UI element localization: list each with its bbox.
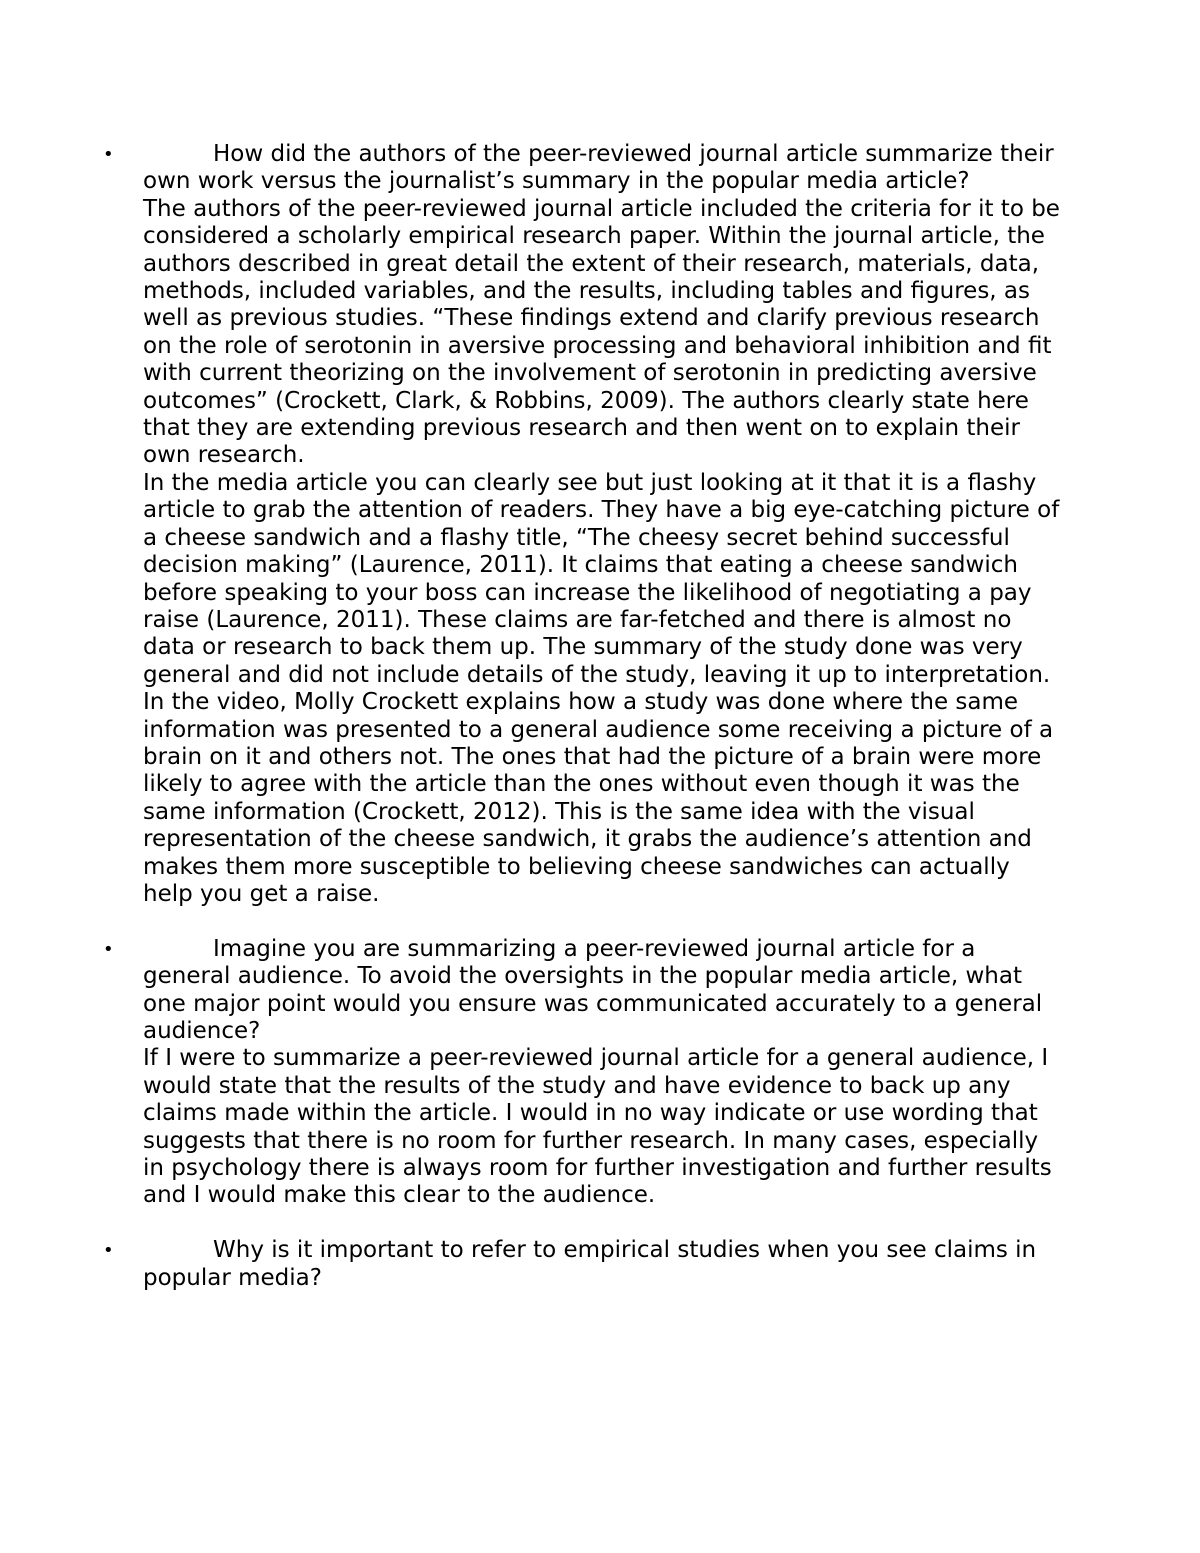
- list-item-question-3: [100, 1237, 1060, 1292]
- question-3-text: Why is it important to refer to empirical studies when you see claims in popular media?: [143, 1237, 1037, 1291]
- answer-1-paragraph-1: The authors of the peer-reviewed journal article included the criteria for it to be considered a scholarly empirical research paper. Within the journal article, the authors described in great detail the extent of their research, materials, data, methods, included variables, and the results, including tables and figures, as well as previous studies. “These findings extend and clarify previous research on the role of serotonin in aversive processing and behavioral inhibition and fit with current theorizing on the involvement of serotonin in predicting aversive outcomes” (Crockett, Clark, & Robbins, 2009). The authors clearly state here that they are extending previous research and then went on to explain their own research.: [143, 195, 1060, 469]
- list-item-question-2: [100, 936, 1060, 1210]
- answer-2-paragraph-1: If I were to summarize a peer-reviewed journal article for a general audience, I would state that the results of the study and have evidence to back up any claims made within the article. I would in no way indicate or use wording that suggests that there is no room for further research. In many cases, especially in psychology there is always room for further investigation and further results and I would make this clear to the audience.: [143, 1045, 1052, 1209]
- answer-1-paragraph-2: In the media article you can clearly see but just looking at it that it is a flashy article to grab the attention of readers. They have a big eye-catching picture of a cheese sandwich and a flashy title, “The cheesy secret behind successful decision making” (Laurence, 2011). It claims that eating a cheese sandwich before speaking to your boss can increase the likelihood of negotiating a pay raise (Laurence, 2011). These claims are far-fetched and there is almost no data or research to back them up. The summary of the study done was very general and did not include details of the study, leaving it up to interpretation. In the video, Molly Crockett explains how a study was done where the same information was presented to a general audience some receiving a picture of a brain on it and others not. The ones that had the picture of a brain were more likely to agree with the article than the ones without even though it was the same information (Crockett, 2012). This is the same idea with the visual representation of the cheese sandwich, it grabs the audience’s attention and makes them more susceptible to believing cheese sandwiches can actually help you get a raise.: [143, 469, 1060, 907]
- document-body: [100, 141, 1060, 1319]
- bullet-icon: •: [103, 1240, 114, 1262]
- question-2-text: Imagine you are summarizing a peer-reviewed journal article for a general audience. To avoid the oversights in the popular media article, what one major point would you ensure was communicated accurately to a general audience?: [143, 935, 1043, 1044]
- bullet-icon: •: [103, 938, 114, 960]
- bullet-icon: •: [103, 144, 114, 165]
- question-1-text: How did the authors of the peer-reviewed journal article summarize their own work versus the journalist’s summary in the popular media article?: [143, 141, 1054, 195]
- list-item-question-1: [100, 141, 1060, 908]
